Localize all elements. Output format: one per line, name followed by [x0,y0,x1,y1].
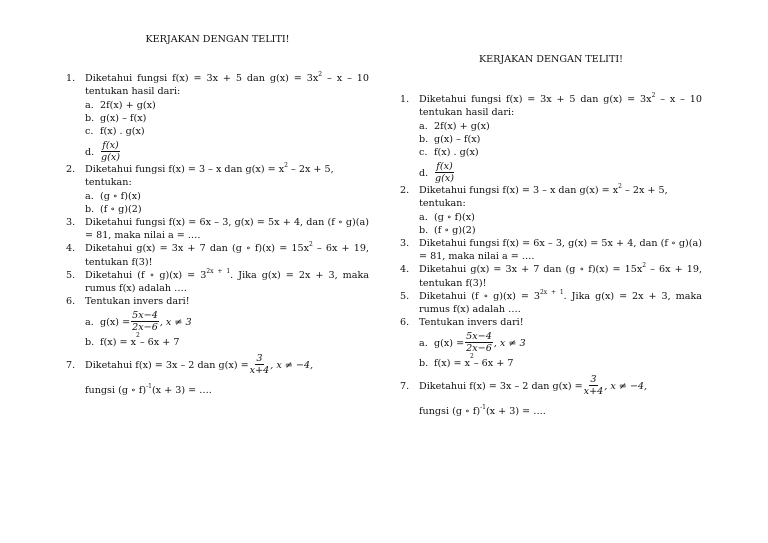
question-3: 3. Diketahui fungsi f(x) = 6x – 3, g(x) = 5x + 4, dan (f ∘ g)(a) = 81, maka nilai a = …. [400,238,702,263]
q2-item-a: a. (g ∘ f)(x) [419,211,475,223]
question-7-line2: fungsi (g ∘ f)$^{-1}$(x + 3) = …. [419,403,546,417]
q2-item-b: b. (f ∘ g)(2) [85,203,142,215]
q1-item-b: b. g(x) – f(x) [419,133,481,145]
worksheet-left [66,33,369,397]
question-1: 1. Diketahui fungsi f(x) = 3x + 5 dan $g(x) = 3x^2 - x - 10$ tentukan hasil dari: [66,71,370,98]
question-7: 7. Diketahui f(x) = 3x – 2 dan g(x) = $\frac{3}{x+4}$ , x ≠ −4, [400,373,648,397]
q2-item-a: a. (g ∘ f)(x) [85,190,141,202]
q6-fraction: $\frac{5x-4}{2x-6}$ [466,331,492,355]
q6-fraction: $\frac{5x-4}{2x-6}$ [132,310,158,334]
q1-item-c: c. f(x) . g(x) [419,147,479,159]
q1-item-c: c. f(x) . g(x) [85,126,145,138]
q7-fraction: $\frac{3}{x+4}$ [583,373,604,397]
q1-item-a: a. 2f(x) + g(x) [419,120,490,132]
question-5: 5. Diketahui (f ∘ $g)(x) = 3^{2x + 1}$. Jika g(x) = 2x + 3, maka rumus f(x) adalah …. [66,267,369,295]
worksheet-title: KERJAKAN DENGAN TELITI! [145,34,290,45]
question-2: 2. Diketahui fungsi f(x) = 3 – x dan $g(x) = x^2 - 2x + 5$, tentukan: [66,162,334,189]
worksheet-right [400,53,702,418]
question-6: 6. Tentukan invers dari! [400,317,524,329]
question-7-line2: fungsi (g ∘ f)$^{-1}$(x + 3) = …. [85,382,212,396]
question-4: 4. Diketahui g(x) = 3x + 7 dan (g ∘ $f)(x) = 15x^2 - 6x + 19$, tentukan f(3)! [66,241,369,268]
q1-item-d: d. $\frac{f(x)}{g(x)}$ [419,161,455,185]
q6-item-a: a. g(x) = $\frac{5x-4}{2x-6}$ , x ≠ 3 [85,310,192,334]
q6-item-b: b. f(x) = x 2 – 6x + 7 [419,353,514,370]
q6-item-a: a. g(x) = $\frac{5x-4}{2x-6}$ , x ≠ 3 [419,331,526,355]
q7-fraction: $\frac{3}{x+4}$ [249,352,270,376]
worksheet-title: KERJAKAN DENGAN TELITI! [478,54,624,65]
q1-fraction: $\frac{f(x)}{g(x)}$ [435,161,455,185]
question-4: 4. Diketahui g(x) = 3x + 7 dan (g ∘ $f)(x) = 15x^2 - 6x + 19$, tentukan f(3)! [400,262,702,289]
question-2: 2. Diketahui fungsi f(x) = 3 – x dan $g(x) = x^2 - 2x + 5$, tentukan: [400,183,668,210]
question-1: 1. Diketahui fungsi f(x) = 3x + 5 dan $g(x) = 3x^2 - x - 10$ tentukan hasil dari: [400,92,702,119]
question-5: 5. Diketahui (f ∘ $g)(x) = 3^{2x + 1}$. Jika g(x) = 2x + 3, maka rumus f(x) adalah …. [400,288,702,316]
q1-item-a: a. 2f(x) + g(x) [85,99,156,111]
question-3: 3. Diketahui fungsi f(x) = 6x – 3, g(x) = 5x + 4, dan (f ∘ g)(a) = 81, maka nilai a = …. [66,217,369,242]
q1-fraction: $\frac{f(x)}{g(x)}$ [101,140,121,164]
q2-item-b: b. (f ∘ g)(2) [419,224,476,236]
q1-item-b: b. g(x) – f(x) [85,112,147,124]
question-7: 7. Diketahui f(x) = 3x – 2 dan g(x) = $\frac{3}{x+4}$ , x ≠ −4, [66,352,314,376]
q6-item-b: b. f(x) = x 2 – 6x + 7 [85,332,180,349]
q1-item-d: d. $\frac{f(x)}{g(x)}$ [85,140,121,164]
question-6: 6. Tentukan invers dari! [66,296,190,308]
